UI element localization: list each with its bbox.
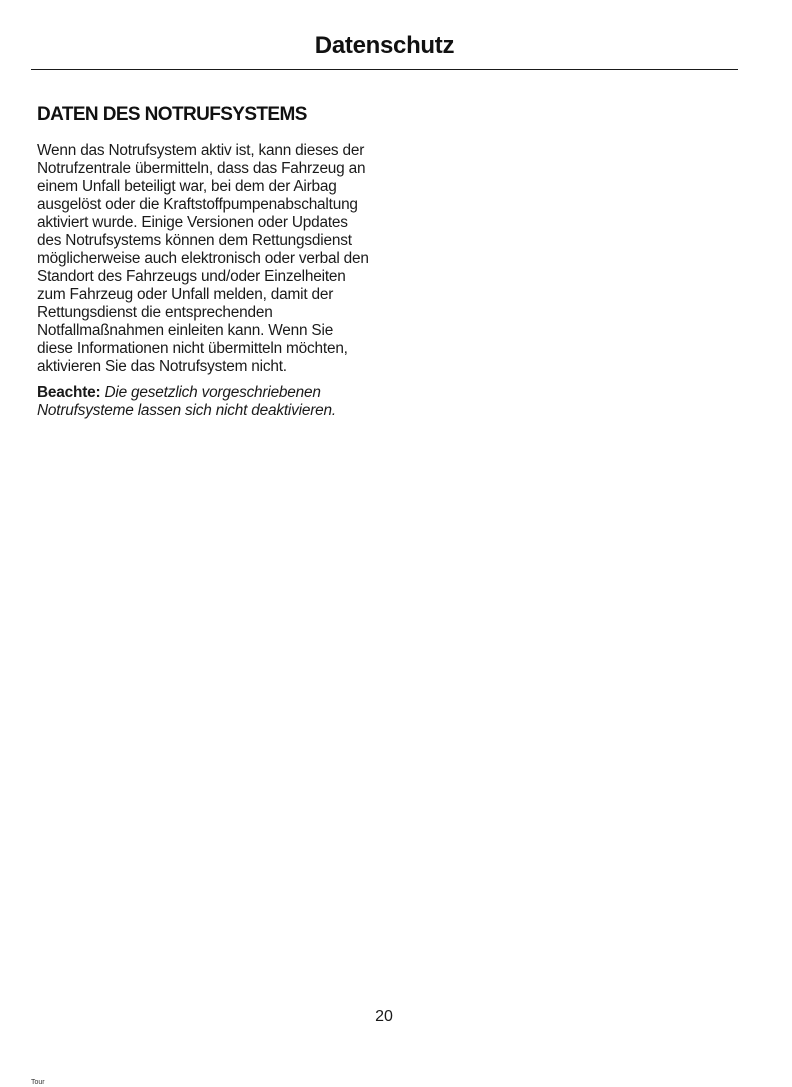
note-label: Beachte: [37,384,101,401]
main-content [37,104,372,420]
page-header [31,28,738,70]
section-heading: DATEN DES NOTRUFSYSTEMS [37,104,307,125]
note-text: Die gesetzlich vorgeschriebenen Notrufsysteme lassen sich nicht deaktivieren. [37,384,336,419]
note [37,384,372,420]
footer-mark: Tour [31,1079,45,1086]
page-title: Datenschutz [314,32,455,59]
page-number: 20 [375,1008,393,1025]
section-paragraph: Wenn das Notrufsystem aktiv ist, kann dieses der Notrufzentrale übermitteln, dass das Fahrzeug an einem Unfall beteiligt war, bei dem der Airbag ausgelöst oder die Kraftstoffpumpenabschaltung aktiviert wurde. Einige Versionen oder Updates des Notrufsystems können dem Rettungsdienst möglicherweise auch elektronisch oder verbal den Standort des Fahrzeugs und/oder Einzelheiten zum Fahrzeug oder Unfall melden, damit der Rettungsdienst die entsprechenden Notfallmaßnahmen einleiten kann. Wenn Sie diese Informationen nicht übermitteln möchten, aktivieren Sie das Notrufsystem nicht. [37,142,369,375]
